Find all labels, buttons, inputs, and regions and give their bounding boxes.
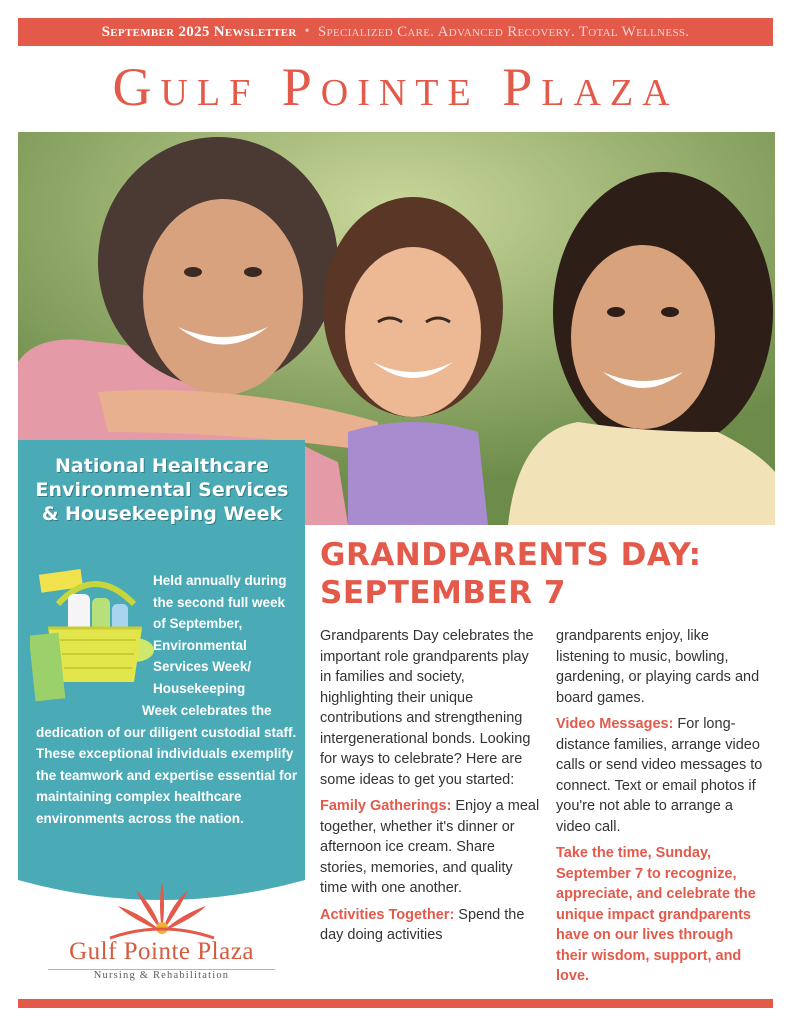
sidebar-title: National Healthcare Environmental Services & Housekeeping Week bbox=[35, 455, 289, 525]
activities-continuation: grandparents enjoy, like listening to music, bowling, gardening, or playing cards and board games. bbox=[556, 628, 760, 706]
closing-callout: Take the time, Sunday, September 7 to recognize, appreciate, and celebrate the unique impact grandparents have on our lives through their wisdom, support, and love. bbox=[556, 845, 756, 984]
logo-name: Gulf Pointe Plaza bbox=[69, 938, 254, 965]
video-messages-text: For long-distance families, arrange video calls or send video messages to connect. Text or email photos if you're not able to arrange a video call. bbox=[556, 716, 763, 835]
video-messages-item bbox=[556, 714, 766, 837]
sidebar-lead-text: Held annually during the second full week of September, Environmental Services Week/ Housekeeping bbox=[153, 573, 287, 696]
housekeeping-week-sidebar bbox=[18, 440, 305, 890]
family-gatherings-item bbox=[320, 796, 542, 899]
footer-bar bbox=[18, 999, 773, 1008]
sidebar-body-text bbox=[36, 700, 298, 829]
sidebar-body-lead: Week celebrates the bbox=[142, 703, 272, 718]
article-column-1 bbox=[320, 626, 542, 952]
family-gatherings-heading: Family Gatherings: bbox=[320, 798, 452, 814]
masthead-title: Gulf Pointe Plaza bbox=[112, 57, 679, 117]
facility-logo bbox=[18, 880, 305, 992]
newsletter-date-label: September 2025 Newsletter bbox=[101, 23, 297, 40]
header-tagline: Specialized Care. Advanced Recovery. Total Wellness. bbox=[317, 23, 690, 40]
newsletter-header-bar bbox=[18, 18, 773, 46]
header-separator: • bbox=[304, 24, 310, 39]
article-column-2 bbox=[556, 626, 766, 993]
sidebar-body-main: dedication of our diligent custodial staff. These exceptional individuals exemplify the teamwork and expertise essential for maintaining complex healthcare environments across the nation. bbox=[36, 724, 298, 826]
logo-subtitle: Nursing & Rehabilitation bbox=[93, 970, 230, 981]
article-headline: GRANDPARENTS DAY: SEPTEMBER 7 bbox=[320, 537, 702, 611]
cleaning-basket-icon bbox=[30, 564, 160, 704]
activities-item bbox=[320, 905, 542, 946]
activities-text: Spend the day doing activities bbox=[320, 906, 525, 943]
article-intro: Grandparents Day celebrates the important role grandparents play in families and society, highlighting their unique contributions and strengthening intergenerational bonds. Looking for ways to celebrate? Here are some ideas to get you started: bbox=[320, 628, 534, 788]
flower-logo-icon bbox=[106, 880, 218, 942]
family-gatherings-text: Enjoy a meal together, whether it's dinner or afternoon ice cream. Share stories, memories, and quality time with one another. bbox=[320, 798, 540, 896]
video-messages-heading: Video Messages: bbox=[556, 716, 674, 732]
activities-heading: Activities Together: bbox=[320, 906, 455, 923]
